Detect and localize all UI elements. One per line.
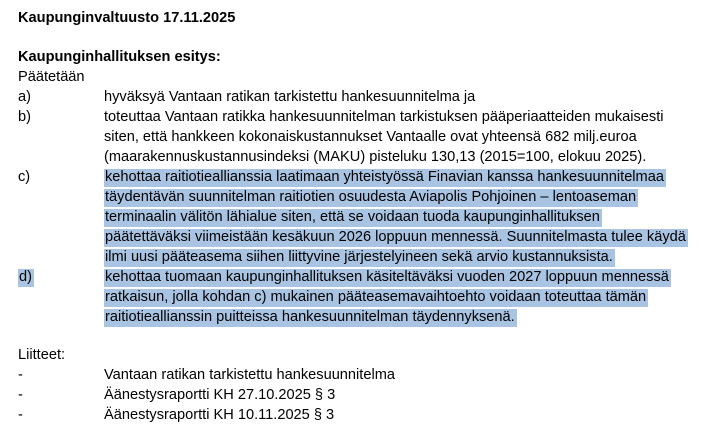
attachments-title: Liitteet: <box>18 347 66 363</box>
item-d-line-2[interactable]: ratkaisun, jolla kohdan c) mukainen pääteasemavaihtoehto voidaan toteuttaa tämän <box>105 289 647 305</box>
item-c-line-3[interactable]: terminaalin välitön lähialue siten, että se voidaan tuoda kaupunginhallituksen <box>105 209 600 225</box>
item-b-line-3: (maarakennuskustannusindeksi (MAKU) pisteluku 130,13 (2015=100, elokuu 2025). <box>104 149 647 165</box>
item-d-line-1[interactable]: kehottaa tuomaan kaupunginhallituksen käsiteltäväksi vuoden 2027 loppuun mennessä <box>105 269 669 285</box>
attachment-bullet-2: - <box>18 387 23 403</box>
item-c-line-4[interactable]: päätettäväksi viimeistään kesäkuun 2026 loppuun mennessä. Suunnitelmasta tulee käydä <box>105 229 686 245</box>
attachment-item-1: Vantaan ratikan tarkistettu hankesuunnitelma <box>104 367 395 383</box>
item-label-d[interactable]: d) <box>19 269 32 285</box>
item-d-line-3[interactable]: raitiotieallianssin puitteissa hankesuunnitelman täydennyksenä. <box>105 309 515 325</box>
item-b-line-1: toteuttaa Vantaan ratikka hankesuunnitelman tarkistuksen pääperiaatteiden mukaisesti <box>104 109 664 125</box>
item-label-a: a) <box>18 89 31 105</box>
item-b-line-2: siten, että hankkeen kokonaiskustannukset Vantaalle ovat yhteensä 682 milj.euroa <box>104 129 637 145</box>
item-c-line-1[interactable]: kehottaa raitiotieallianssia laatimaan yhteistyössä Finavian kanssa hankesuunnitelmaa <box>105 169 664 185</box>
attachment-item-3: Äänestysraportti KH 10.11.2025 § 3 <box>104 407 335 423</box>
decision-intro: Päätetään <box>18 69 85 85</box>
attachment-item-2: Äänestysraportti KH 27.10.2025 § 3 <box>104 387 336 403</box>
item-label-c: c) <box>18 169 31 185</box>
document-heading: Kaupunginvaltuusto 17.11.2025 <box>18 10 236 26</box>
item-c-line-5[interactable]: ilmi uusi pääteasema siihen liittyvine järjestelyineen sekä arvio kustannuksista. <box>105 249 613 265</box>
item-a-line-1: hyväksyä Vantaan ratikan tarkistettu hankesuunnitelma ja <box>104 89 476 105</box>
item-c-line-2[interactable]: täydentävän suunnitelman raitiotien osuudesta Aviapolis Pohjoinen – lentoaseman <box>105 189 637 205</box>
item-label-b: b) <box>18 109 31 125</box>
attachment-bullet-1: - <box>18 367 23 383</box>
proposal-title: Kaupunginhallituksen esitys: <box>18 49 221 65</box>
attachment-bullet-3: - <box>18 407 23 423</box>
